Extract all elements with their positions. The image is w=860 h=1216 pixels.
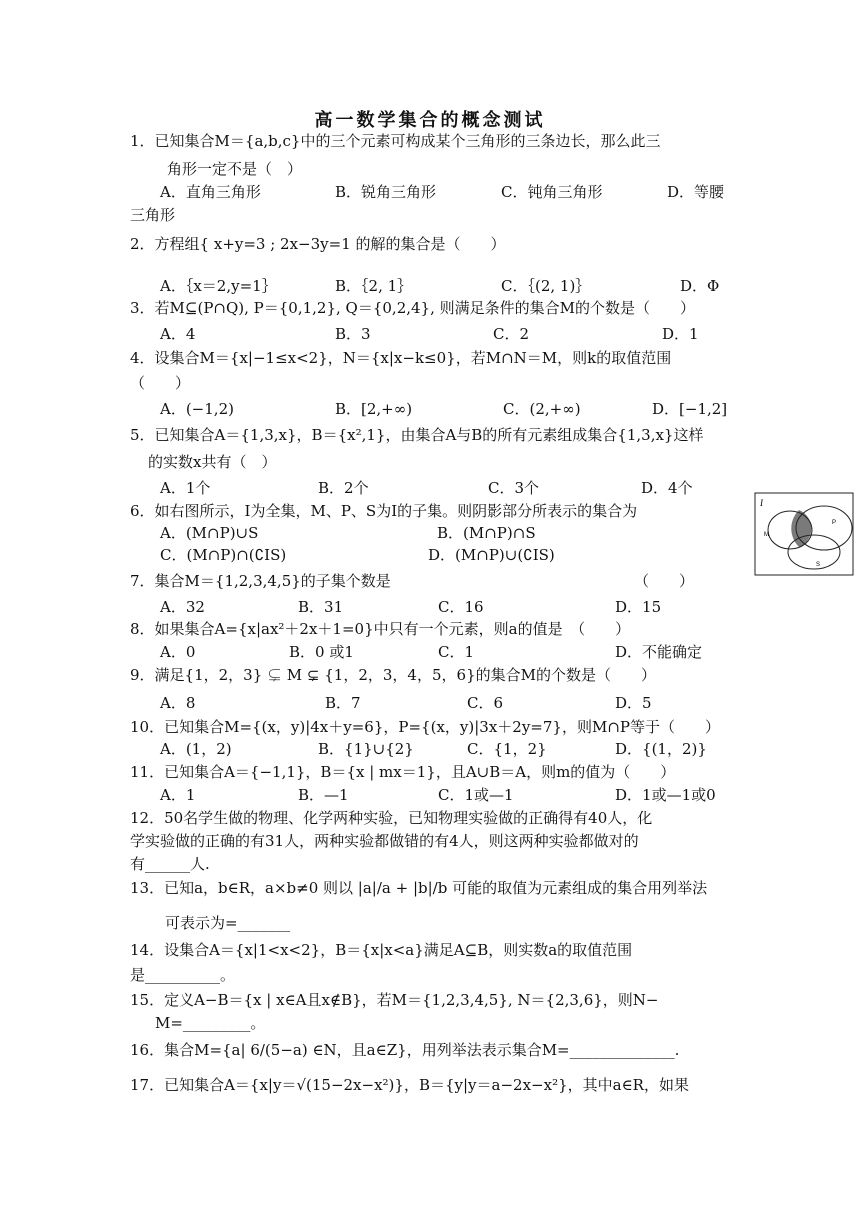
q7-line-1: 7．集合M＝{1,2,3,4,5}的子集个数是 [130, 572, 391, 590]
q1-option-c: C．钝角三角形 [501, 183, 603, 201]
q6-option-d: D．(M∩P)∪(∁IS) [428, 546, 555, 564]
q4-option-b: B．[2,+∞) [335, 400, 413, 418]
q9-option-b: B．7 [325, 694, 361, 712]
q5-line-1: 5．已知集合A＝{1,3,x}，B＝{x²,1}，由集合A与B的所有元素组成集合{1,3,x}这样 [130, 426, 704, 444]
q7-line-2: （ ） [634, 572, 695, 590]
q12-line-1: 12．50名学生做的物理、化学两种实验，已知物理实验做的正确得有40人，化 [130, 809, 653, 827]
label-i: I [760, 498, 763, 508]
q2-option-a: A．｛x＝2,y=1｝ [160, 277, 277, 295]
q1-option-b: B．锐角三角形 [335, 183, 437, 201]
q6-line-1: 6．如右图所示，I为全集，M、P、S为I的子集。则阴影部分所表示的集合为 [130, 502, 638, 520]
q12-line-2: 学实验做的正确的有31人，两种实验都做错的有4人，则这两种实验都做对的 [130, 832, 639, 850]
q4-line-1: 4．设集合M＝{x|−1≤x<2}，N＝{x|x−k≤0}，若M∩N＝M，则k的取值范围 [130, 349, 672, 367]
label-m: M [764, 532, 769, 538]
label-p: P [832, 520, 837, 526]
q7-option-d: D．15 [615, 598, 662, 616]
q10-option-a: A．(1，2) [160, 740, 232, 758]
q6-option-b: B．(M∩P)∩S [437, 524, 536, 542]
q8-option-a: A．0 [160, 643, 196, 661]
q7-option-c: C．16 [438, 598, 484, 616]
q8-line-1: 8．如果集合A={x|ax²＋2x＋1=0}中只有一个元素，则a的值是 （ ） [130, 620, 631, 638]
q1-line-3: 三角形 [130, 206, 176, 224]
q5-option-b: B．2个 [318, 479, 369, 497]
q8-option-c: C．1 [438, 643, 475, 661]
q16-line-1: 16．集合M={a| 6/(5−a) ∈N，且a∈Z}，用列举法表示集合M=______________. [130, 1041, 680, 1059]
q1-option-d: D．等腰 [667, 183, 725, 201]
q11-option-d: D．1或—1或0 [615, 786, 716, 804]
q9-line-1: 9．满足{1，2，3} ⊊ M ⊊ {1，2，3，4，5，6}的集合M的个数是（ ） [130, 666, 656, 684]
q2-option-d: D．Φ [680, 277, 720, 295]
q2-option-c: C．｛(2, 1)｝ [501, 277, 591, 295]
q5-line-2: 的实数x共有（ ） [148, 453, 277, 471]
q1-line-1: 1．已知集合M＝{a,b,c}中的三个元素可构成某个三角形的三条边长，那么此三 [130, 132, 661, 150]
page-title: 高一数学集合的概念测试 [314, 110, 546, 131]
q1-option-a: A．直角三角形 [160, 183, 261, 201]
q14-line-1: 14．设集合A＝{x|1<x<2}，B＝{x|x<a}满足A⊆B，则实数a的取值范围 [130, 941, 633, 959]
q2-line-1: 2．方程组{ x+y=3 ; 2x−3y=1 的解的集合是（ ） [130, 235, 506, 253]
q9-option-d: D．5 [615, 694, 652, 712]
q6-option-a: A．(M∩P)∪S [160, 524, 259, 542]
q11-option-a: A．1 [160, 786, 196, 804]
q10-line-1: 10．已知集合M={(x，y)|4x＋y=6}，P={(x，y)|3x＋2y=7}，则M∩P等于（ ） [130, 718, 720, 736]
q9-option-a: A．8 [160, 694, 196, 712]
q15-line-1: 15．定义A−B＝{x | x∈A且x∉B}，若M＝{1,2,3,4,5}, N＝{2,3,6}，则N− [130, 991, 659, 1009]
q11-option-b: B．—1 [298, 786, 349, 804]
venn-diagram [754, 492, 854, 576]
q3-option-d: D．1 [662, 325, 699, 343]
q1-line-2: 角形一定不是（ ） [167, 160, 303, 178]
label-s: S [816, 562, 821, 568]
q15-line-2: M=_________。 [155, 1014, 266, 1032]
q13-line-1: 13．已知a，b∈R，a×b≠0 则以 |a|/a + |b|/b 可能的取值为元素组成的集合用列举法 [130, 879, 708, 897]
q17-line-1: 17．已知集合A＝{x|y＝√(15−2x−x²)}，B＝{y|y＝a−2x−x²}，其中a∈R，如果 [130, 1076, 689, 1094]
q7-option-b: B．31 [298, 598, 344, 616]
q9-option-c: C．6 [467, 694, 504, 712]
q3-option-b: B．3 [335, 325, 371, 343]
q10-option-c: C．{1，2} [467, 740, 547, 758]
q11-line-1: 11．已知集合A＝{−1,1}，B＝{x | mx＝1}，且A∪B＝A，则m的值为（ ） [130, 763, 676, 781]
q3-option-a: A．4 [160, 325, 196, 343]
q7-option-a: A．32 [160, 598, 205, 616]
q12-line-3: 有______人. [130, 855, 210, 873]
q8-option-d: D．不能确定 [615, 643, 703, 661]
q8-option-b: B．0 或1 [289, 643, 354, 661]
q10-option-b: B．{1}∪{2} [318, 740, 414, 758]
q4-line-2: （ ） [130, 374, 191, 392]
q10-option-d: D．{(1，2)} [615, 740, 707, 758]
q2-option-b: B．｛2, 1｝ [335, 277, 413, 295]
q4-option-c: C．(2,+∞) [503, 400, 581, 418]
q3-option-c: C．2 [493, 325, 530, 343]
q13-line-2: 可表示为=_______ [165, 914, 291, 932]
q5-option-d: D．4个 [641, 479, 693, 497]
q4-option-d: D．[−1,2] [652, 400, 728, 418]
q6-option-c: C．(M∩P)∩(∁IS) [160, 546, 287, 564]
q5-option-c: C．3个 [488, 479, 540, 497]
q3-line-1: 3．若M⊆(P∩Q), P＝{0,1,2}, Q＝{0,2,4}, 则满足条件的集合M的个数是（ ） [130, 299, 695, 317]
q14-line-2: 是__________。 [130, 966, 236, 984]
q11-option-c: C．1或—1 [438, 786, 514, 804]
q5-option-a: A．1个 [160, 479, 211, 497]
q4-option-a: A．(−1,2) [160, 400, 234, 418]
